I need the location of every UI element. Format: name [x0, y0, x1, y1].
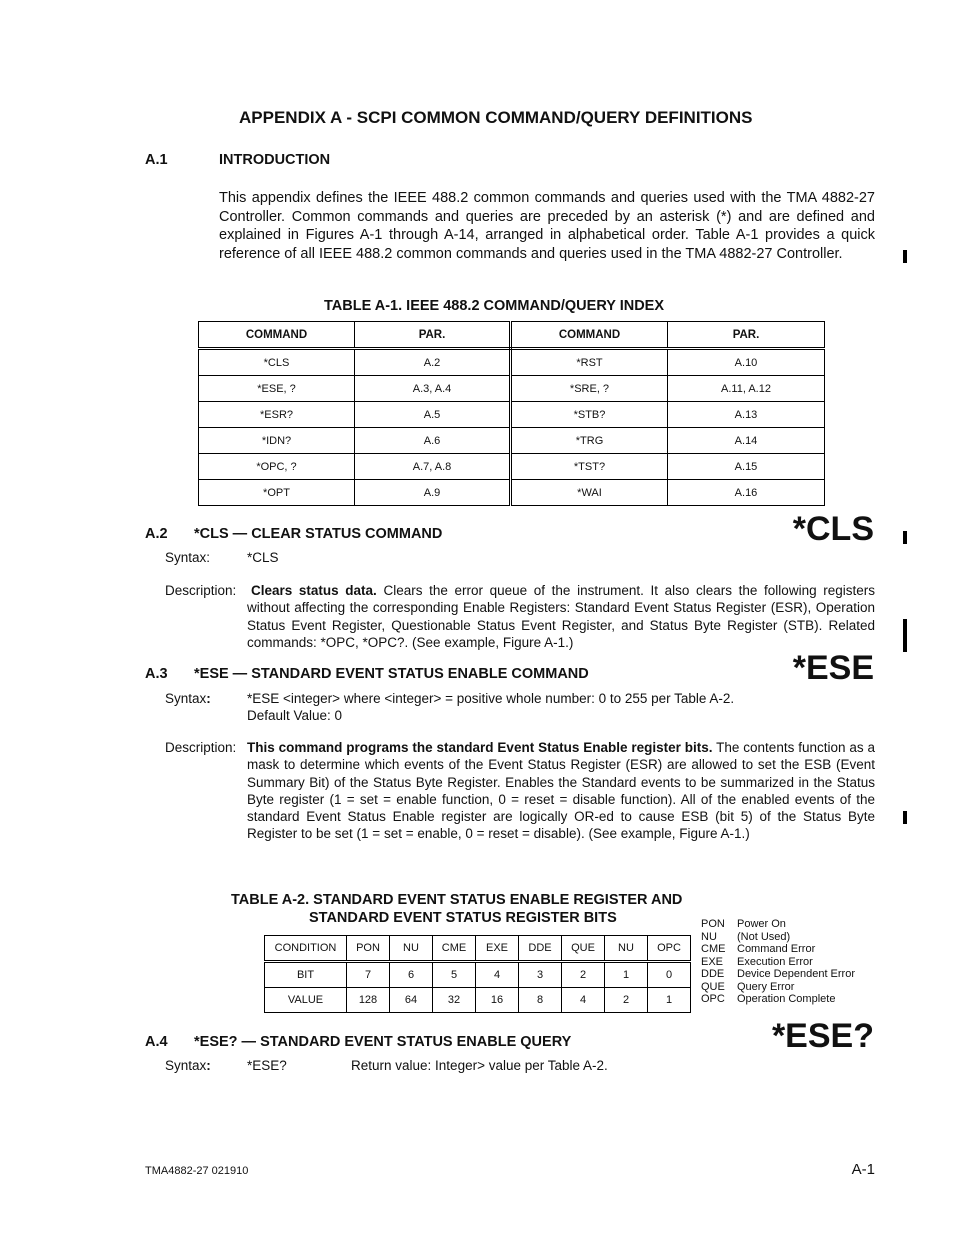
table-cell: 7	[347, 962, 390, 988]
table-cell: 2	[605, 988, 648, 1013]
table-a1-header-row	[199, 322, 825, 349]
legend-abbr: OPC	[701, 993, 725, 1005]
legend-desc: Device Dependent Error	[737, 968, 856, 980]
table-row	[199, 402, 825, 428]
table-cell: *OPT	[199, 480, 355, 506]
legend-abbr: PON	[701, 918, 725, 930]
legend-desc: Command Error	[737, 943, 816, 955]
table-a2-header-row	[265, 936, 691, 962]
table-row	[199, 480, 825, 506]
table-cell: *OPC, ?	[199, 454, 355, 480]
table-cell: *ESR?	[199, 402, 355, 428]
legend-abbr: CME	[701, 943, 726, 955]
description-label: Description:	[165, 740, 237, 755]
legend-item	[701, 931, 855, 944]
table-cell: 1	[648, 988, 691, 1013]
syntax-colon: :	[206, 1058, 211, 1073]
cls-heading: *CLS	[792, 510, 874, 548]
table-cell: EXE	[476, 936, 519, 962]
syntax-label: Syntax:	[165, 550, 211, 565]
table-cell: A.2	[355, 349, 511, 376]
table-cell: *TRG	[511, 428, 668, 454]
legend-item	[701, 993, 855, 1006]
table-a2-caption-line2: STANDARD EVENT STATUS REGISTER BITS	[309, 910, 617, 926]
table-cell: 128	[347, 988, 390, 1013]
legend-item	[701, 943, 855, 956]
ese-heading: *ESE	[792, 649, 874, 687]
syntax-colon: :	[206, 691, 211, 706]
section-number-a3: A.3	[145, 666, 168, 682]
table-cell: A.5	[355, 402, 511, 428]
ese-description	[247, 739, 875, 843]
legend-abbr: EXE	[701, 955, 724, 968]
description-text: The contents function as a mask to determine which events of the Event Status Register (ESR) are allowed to set the ESB (Event Summary Bit) of the Status Byte Register. Enables the Standard events to be summarized in the Status Byte register (1 = set = enable function, 0 = reset = disable function). All of the enabled events of the standard Event Status Enable register are logically OR-ed to cause ESB (bit 5) of the Status Byte Register to be set (1 = set = enable, 0 = reset = disable). (See example, Figure A-1.)	[247, 740, 876, 842]
table-cell: PON	[347, 936, 390, 962]
table-row	[199, 349, 825, 376]
description-text: Clears the error queue of the instrument. It also clears the following registers without affecting the corresponding Enable Registers: Standard Event Status Register (ESR), Operation Status Event Register, Questionable Status Event Register, and Status Byte Register (STB). Related commands: *OPC, *OPC?. (See example, Figure A-1.)	[247, 583, 875, 650]
footer-document-id: TMA4882-27 021910	[145, 1165, 249, 1177]
table-cell: NU	[605, 936, 648, 962]
syntax-label-text: Syntax	[165, 1058, 207, 1073]
default-value: Default Value: 0	[247, 708, 343, 723]
table-cell: A.15	[668, 454, 825, 480]
appendix-title: APPENDIX A - SCPI COMMON COMMAND/QUERY DEFINITIONS	[239, 108, 753, 127]
table-cell: A.16	[668, 480, 825, 506]
section-title-cls: *CLS — CLEAR STATUS COMMAND	[194, 526, 443, 542]
table-row	[199, 428, 825, 454]
legend-item	[701, 981, 855, 994]
table-cell: 4	[476, 962, 519, 988]
table-cell: QUE	[562, 936, 605, 962]
syntax-label	[165, 1057, 211, 1074]
table-cell: *STB?	[511, 402, 668, 428]
table-cell: *CLS	[199, 349, 355, 376]
table-cell: 3	[519, 962, 562, 988]
legend-item	[701, 918, 855, 931]
table-cell: *RST	[511, 349, 668, 376]
description-label: Description:	[165, 583, 237, 598]
change-bar	[903, 531, 907, 544]
legend-abbr: NU	[701, 930, 717, 943]
description-lead: This command programs the standard Event Status Enable register bits.	[247, 740, 713, 755]
table-a1-header-command: COMMAND	[511, 322, 668, 349]
syntax-value: *ESE?	[247, 1058, 287, 1073]
change-bar	[903, 619, 907, 652]
section-title-introduction: INTRODUCTION	[219, 152, 331, 168]
table-cell: VALUE	[265, 988, 347, 1013]
section-number-a1: A.1	[145, 152, 168, 168]
table-a1	[198, 321, 825, 506]
table-cell: 6	[390, 962, 433, 988]
table-a1-header-par: PAR.	[668, 322, 825, 349]
table-cell: 4	[562, 988, 605, 1013]
table-a1-header-par: PAR.	[355, 322, 511, 349]
table-cell: *ESE, ?	[199, 376, 355, 402]
table-a2-caption-line1: TABLE A-2. STANDARD EVENT STATUS ENABLE REGISTER AND	[231, 892, 683, 908]
table-cell: A.6	[355, 428, 511, 454]
legend-item	[701, 956, 855, 969]
cls-description	[247, 582, 875, 651]
introduction-paragraph: This appendix defines the IEEE 488.2 common commands and queries used with the TMA 4882-27 Controller. Common commands and queries are preceded by an asterisk (*) and are defined and explained in Figures A-1 through A-14, arranged in alphabetical order. Table A-1 provides a quick reference of all IEEE 488.2 common commands and queries used in the TMA 4882-27 Controller.	[219, 190, 875, 262]
table-cell: 64	[390, 988, 433, 1013]
legend-desc: Execution Error	[737, 955, 813, 968]
table-cell: A.9	[355, 480, 511, 506]
table-cell: 8	[519, 988, 562, 1013]
table-cell: *WAI	[511, 480, 668, 506]
section-number-a4: A.4	[145, 1034, 168, 1050]
legend-desc: (Not Used)	[737, 930, 791, 943]
table-cell: 1	[605, 962, 648, 988]
table-cell: BIT	[265, 962, 347, 988]
legend-desc: Power On	[737, 918, 786, 930]
legend-desc: Operation Complete	[737, 993, 836, 1005]
legend-desc: Query Error	[737, 980, 795, 993]
table-row	[265, 962, 691, 988]
legend-abbr: QUE	[701, 980, 725, 993]
table-cell: NU	[390, 936, 433, 962]
table-cell: 32	[433, 988, 476, 1013]
table-cell: *SRE, ?	[511, 376, 668, 402]
legend-abbr: DDE	[701, 968, 725, 980]
section-number-a2: A.2	[145, 526, 168, 542]
syntax-value: *CLS	[247, 550, 279, 565]
table-cell: A.7, A.8	[355, 454, 511, 480]
table-cell: CONDITION	[265, 936, 347, 962]
ese-query-heading: *ESE?	[771, 1017, 874, 1055]
table-cell: A.10	[668, 349, 825, 376]
table-cell: 5	[433, 962, 476, 988]
table-row	[265, 988, 691, 1013]
table-cell: A.3, A.4	[355, 376, 511, 402]
change-bar	[903, 250, 907, 263]
section-title-ese-query: *ESE? — STANDARD EVENT STATUS ENABLE QUERY	[194, 1034, 572, 1050]
section-title-ese: *ESE — STANDARD EVENT STATUS ENABLE COMMAND	[194, 666, 589, 682]
description-lead: Clears status data.	[251, 583, 377, 598]
table-a1-header-command: COMMAND	[199, 322, 355, 349]
table-a1-caption: TABLE A-1. IEEE 488.2 COMMAND/QUERY INDEX	[324, 298, 665, 314]
table-cell: 2	[562, 962, 605, 988]
table-cell: 0	[648, 962, 691, 988]
table-cell: DDE	[519, 936, 562, 962]
table-a2-legend	[701, 918, 855, 1006]
table-cell: OPC	[648, 936, 691, 962]
table-cell: CME	[433, 936, 476, 962]
change-bar	[903, 811, 907, 824]
table-cell: A.13	[668, 402, 825, 428]
table-cell: 16	[476, 988, 519, 1013]
syntax-value: *ESE <integer> where <integer> = positive whole number: 0 to 255 per Table A-2.	[247, 691, 735, 706]
table-a2	[264, 935, 691, 1013]
table-cell: A.14	[668, 428, 825, 454]
legend-item	[701, 968, 855, 981]
table-cell: *IDN?	[199, 428, 355, 454]
table-cell: A.11, A.12	[668, 376, 825, 402]
syntax-label-text: Syntax	[165, 691, 207, 706]
table-cell: *TST?	[511, 454, 668, 480]
page-number: A-1	[851, 1161, 875, 1178]
table-row	[199, 454, 825, 480]
return-value: Return value: Integer> value per Table A-2.	[351, 1058, 608, 1073]
table-row	[199, 376, 825, 402]
syntax-label	[165, 690, 211, 707]
